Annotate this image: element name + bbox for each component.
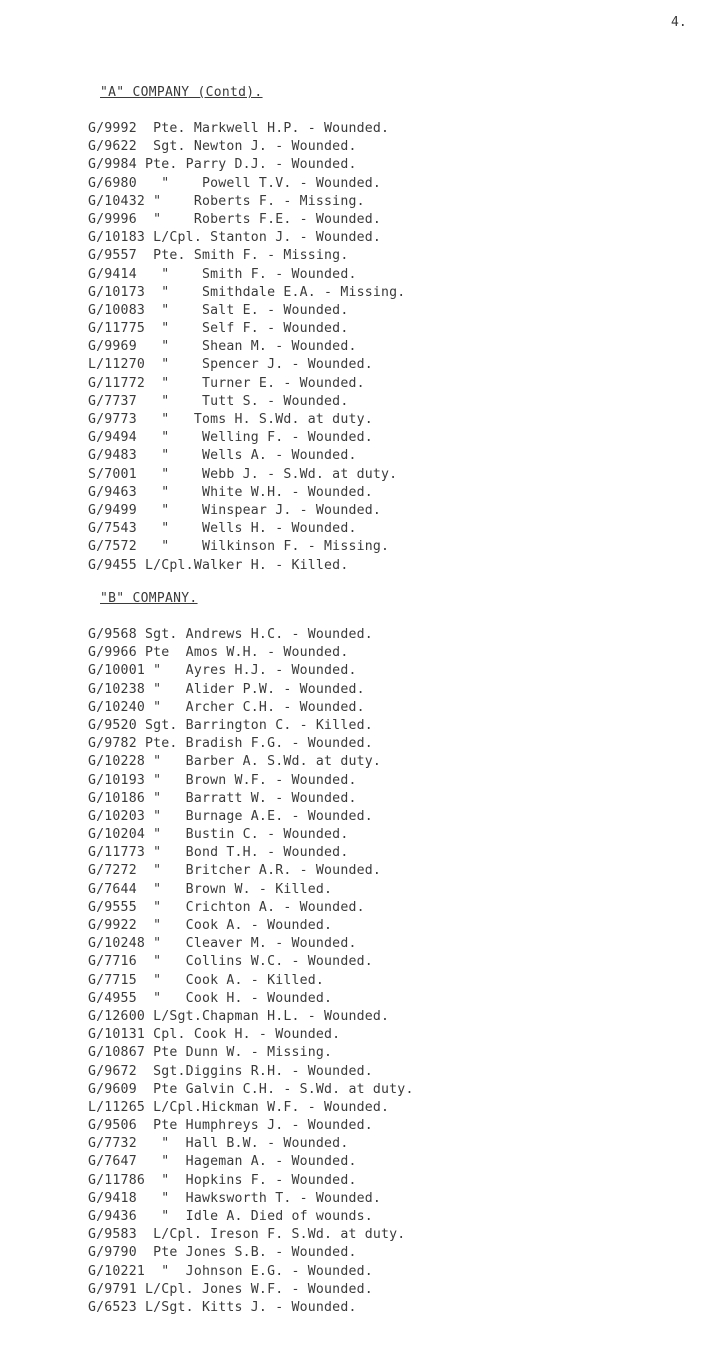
casualty-entry: G/7572 " Wilkinson F. - Missing.	[88, 539, 390, 555]
casualty-entry: L/11265 L/Cpl.Hickman W.F. - Wounded.	[88, 1099, 390, 1115]
casualty-entry: S/7001 " Webb J. - S.Wd. at duty.	[88, 466, 398, 482]
casualty-entry: G/4955 " Cook H. - Wounded.	[88, 990, 333, 1006]
casualty-entry: G/7737 " Tutt S. - Wounded.	[88, 393, 349, 409]
casualty-entry: G/7644 " Brown W. - Killed.	[88, 881, 333, 897]
casualty-entry: G/9494 " Welling F. - Wounded.	[88, 430, 373, 446]
casualty-entry: G/10238 " Alider P.W. - Wounded.	[88, 681, 365, 697]
casualty-entry: G/7715 " Cook A. - Killed.	[88, 972, 325, 988]
casualty-entry: G/11773 " Bond T.H. - Wounded.	[88, 845, 349, 861]
company-b-casualty-list	[88, 626, 718, 1317]
casualty-entry: G/9609 Pte Galvin C.H. - S.Wd. at duty.	[88, 1081, 414, 1097]
casualty-entry: G/9992 Pte. Markwell H.P. - Wounded.	[88, 121, 390, 136]
casualty-entry: G/10083 " Salt E. - Wounded.	[88, 302, 349, 318]
casualty-entry: G/10221 " Johnson E.G. - Wounded.	[88, 1263, 373, 1279]
casualty-entry: G/9966 Pte Amos W.H. - Wounded.	[88, 645, 349, 661]
casualty-entry: G/7647 " Hageman A. - Wounded.	[88, 1154, 357, 1170]
casualty-entry: G/10186 " Barratt W. - Wounded.	[88, 790, 357, 806]
casualty-entry: G/10173 " Smithdale E.A. - Missing.	[88, 284, 406, 300]
casualty-entry: L/11270 " Spencer J. - Wounded.	[88, 357, 373, 373]
page-number: 4.	[671, 15, 687, 30]
casualty-entry: G/10432 " Roberts F. - Missing.	[88, 193, 365, 209]
company-a-casualty-list	[88, 120, 718, 575]
casualty-entry: G/10131 Cpl. Cook H. - Wounded.	[88, 1027, 341, 1043]
casualty-entry: G/9791 L/Cpl. Jones W.F. - Wounded.	[88, 1281, 373, 1297]
casualty-entry: G/10001 " Ayres H.J. - Wounded.	[88, 663, 357, 679]
casualty-entry: G/9969 " Shean M. - Wounded.	[88, 339, 357, 355]
casualty-entry: G/11775 " Self F. - Wounded.	[88, 321, 349, 337]
casualty-entry: G/10867 Pte Dunn W. - Missing.	[88, 1045, 333, 1061]
casualty-entry: G/7732 " Hall B.W. - Wounded.	[88, 1136, 349, 1152]
casualty-entry: G/11772 " Turner E. - Wounded.	[88, 375, 365, 391]
casualty-entry: G/9672 Sgt.Diggins R.H. - Wounded.	[88, 1063, 373, 1079]
casualty-entry: G/9555 " Crichton A. - Wounded.	[88, 899, 365, 915]
casualty-entry: G/9782 Pte. Bradish F.G. - Wounded.	[88, 736, 373, 752]
company-a-heading: "A" COMPANY (Contd).	[100, 85, 263, 100]
casualty-entry: G/9499 " Winspear J. - Wounded.	[88, 502, 382, 518]
casualty-entry: G/9436 " Idle A. Died of wounds.	[88, 1209, 373, 1224]
casualty-entry: G/9568 Sgt. Andrews H.C. - Wounded.	[88, 627, 373, 642]
casualty-entry: G/9622 Sgt. Newton J. - Wounded.	[88, 139, 357, 155]
casualty-entry: G/6980 " Powell T.V. - Wounded.	[88, 175, 382, 191]
casualty-entry: G/7543 " Wells H. - Wounded.	[88, 521, 357, 537]
casualty-entry: G/9557 Pte. Smith F. - Missing.	[88, 248, 349, 264]
casualty-entry: G/9506 Pte Humphreys J. - Wounded.	[88, 1118, 373, 1134]
casualty-entry: G/7716 " Collins W.C. - Wounded.	[88, 954, 373, 970]
casualty-entry: G/9996 " Roberts F.E. - Wounded.	[88, 211, 382, 227]
casualty-entry: G/9922 " Cook A. - Wounded.	[88, 918, 333, 933]
casualty-entry: G/10193 " Brown W.F. - Wounded.	[88, 772, 357, 788]
casualty-entry: G/10203 " Burnage A.E. - Wounded.	[88, 808, 373, 824]
casualty-entry: G/10183 L/Cpl. Stanton J. - Wounded.	[88, 230, 382, 246]
casualty-entry: G/9790 Pte Jones S.B. - Wounded.	[88, 1245, 357, 1261]
casualty-entry: G/10240 " Archer C.H. - Wounded.	[88, 699, 365, 715]
casualty-entry: G/10248 " Cleaver M. - Wounded.	[88, 936, 357, 952]
casualty-entry: G/6523 L/Sgt. Kitts J. - Wounded.	[88, 1299, 357, 1315]
casualty-entry: G/11786 " Hopkins F. - Wounded.	[88, 1172, 357, 1188]
casualty-entry: G/9773 " Toms H. S.Wd. at duty.	[88, 412, 373, 427]
casualty-entry: G/9455 L/Cpl.Walker H. - Killed.	[88, 557, 349, 573]
casualty-entry: G/10204 " Bustin C. - Wounded.	[88, 827, 349, 843]
casualty-entry: G/9414 " Smith F. - Wounded.	[88, 266, 357, 282]
casualty-entry: G/9418 " Hawksworth T. - Wounded.	[88, 1190, 382, 1206]
casualty-entry: G/9583 L/Cpl. Ireson F. S.Wd. at duty.	[88, 1227, 406, 1243]
casualty-entry: G/7272 " Britcher A.R. - Wounded.	[88, 863, 382, 879]
casualty-entry: G/12600 L/Sgt.Chapman H.L. - Wounded.	[88, 1008, 390, 1024]
company-b-heading: "B" COMPANY.	[100, 591, 198, 606]
casualty-entry: G/10228 " Barber A. S.Wd. at duty.	[88, 754, 382, 770]
casualty-entry: G/9463 " White W.H. - Wounded.	[88, 484, 373, 500]
casualty-entry: G/9483 " Wells A. - Wounded.	[88, 448, 357, 464]
casualty-entry: G/9984 Pte. Parry D.J. - Wounded.	[88, 157, 357, 173]
casualty-entry: G/9520 Sgt. Barrington C. - Killed.	[88, 717, 373, 733]
